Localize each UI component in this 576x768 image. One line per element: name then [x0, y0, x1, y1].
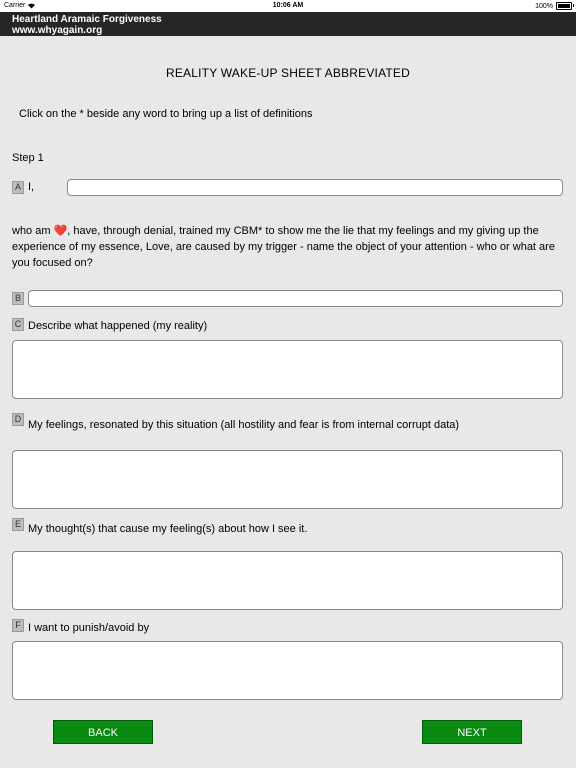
badge-f: F	[12, 619, 24, 632]
label-c: Describe what happened (my reality)	[28, 320, 208, 332]
field-b-input[interactable]	[28, 290, 563, 307]
badge-a: A	[12, 181, 24, 194]
field-e-textarea[interactable]	[12, 551, 563, 610]
status-bar	[0, 0, 576, 12]
badge-e: E	[12, 518, 24, 531]
badge-d: D	[12, 413, 24, 426]
battery-icon	[556, 2, 572, 10]
field-c-textarea[interactable]	[12, 340, 563, 399]
label-a: I,	[28, 181, 35, 193]
instruction-text: Click on the * beside any word to bring up a list of definitions	[19, 108, 313, 120]
carrier-label: Carrier	[4, 2, 26, 9]
field-d-textarea[interactable]	[12, 450, 563, 509]
field-a-input[interactable]	[67, 179, 563, 196]
paragraph-prefix: who am	[12, 225, 54, 237]
label-d: My feelings, resonated by this situation (all hostility and fear is from internal corrupt data)	[28, 419, 460, 431]
back-button[interactable]: BACK	[53, 720, 153, 744]
battery-group	[535, 2, 572, 10]
field-f-textarea[interactable]	[12, 641, 563, 700]
badge-b: B	[12, 292, 24, 305]
heart-icon: ❤️	[53, 225, 68, 237]
app-header	[0, 12, 576, 36]
denial-paragraph	[12, 223, 564, 271]
label-f: I want to punish/avoid by	[28, 622, 150, 634]
badge-c: C	[12, 318, 24, 331]
status-time: 10:06 AM	[272, 2, 304, 9]
next-button[interactable]: NEXT	[422, 720, 522, 744]
page-title: REALITY WAKE-UP SHEET ABBREVIATED	[165, 66, 410, 80]
battery-percent: 100%	[535, 2, 553, 10]
app-name: Heartland Aramaic Forgiveness	[12, 14, 162, 25]
label-e: My thought(s) that cause my feeling(s) about how I see it.	[28, 523, 308, 535]
paragraph-text: , have, through denial, trained my CBM* to show me the lie that my feelings and my giving up the experience of my essence, Love, are caused by my trigger - name the object of your attention - who or what are you focused on?	[12, 225, 555, 269]
step-label: Step 1	[12, 152, 44, 164]
website-link[interactable]: www.whyagain.org	[12, 25, 103, 36]
